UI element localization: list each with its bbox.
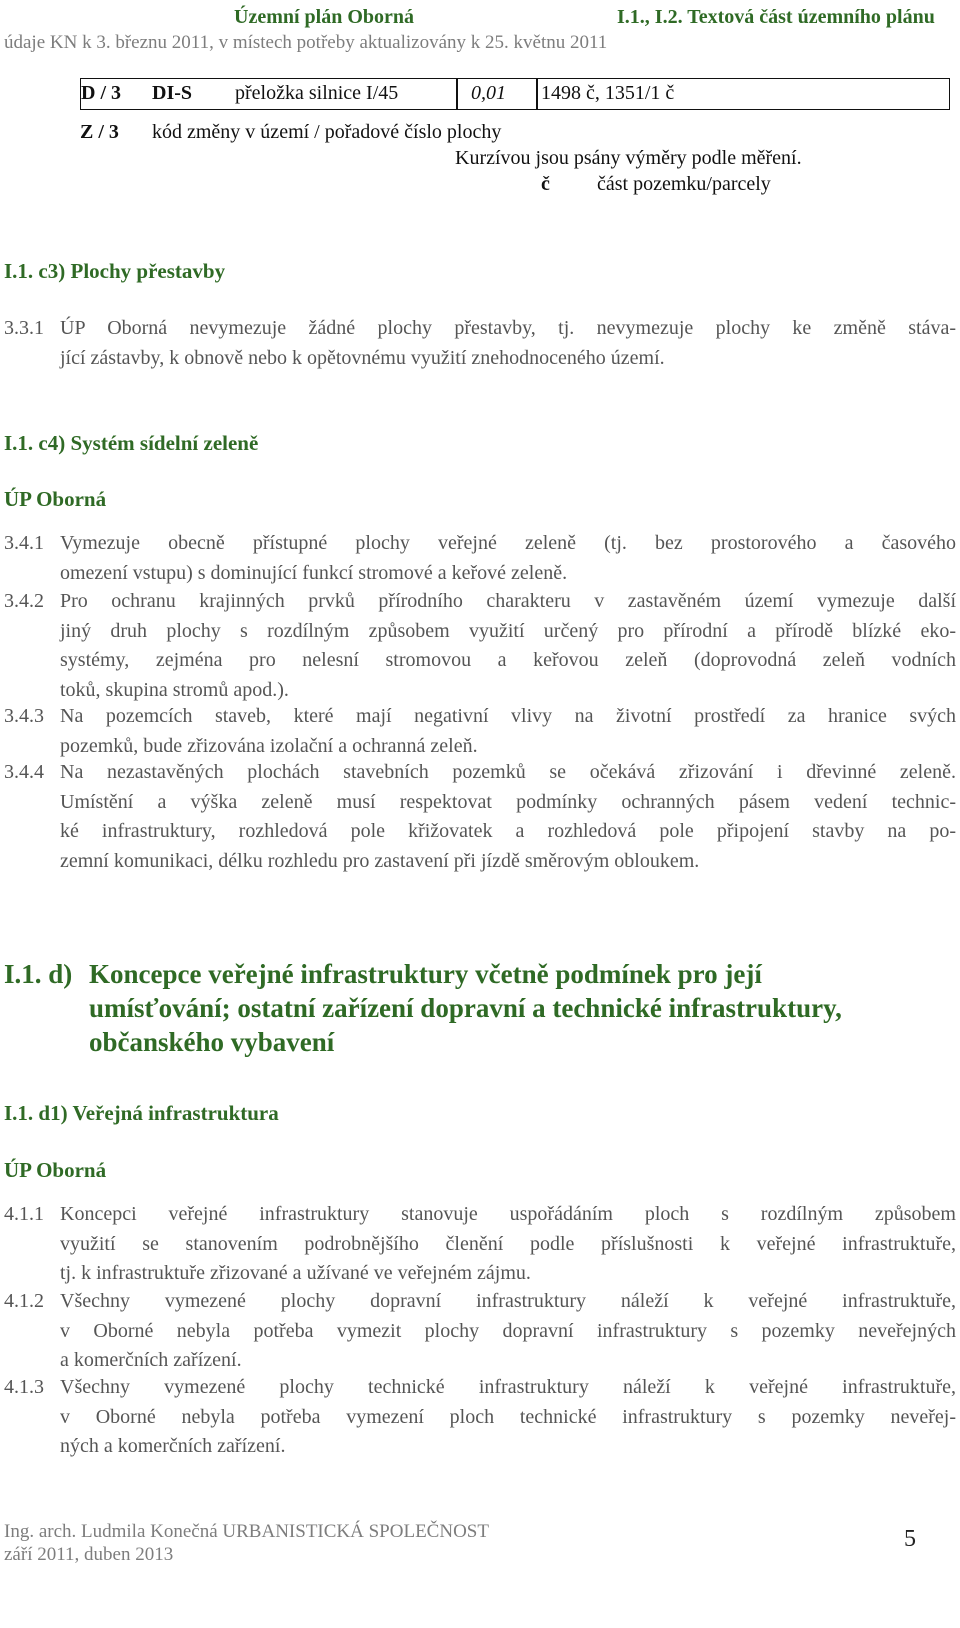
legend-col-area: 0,01: [471, 82, 506, 104]
plan-label: ÚP Oborná: [4, 487, 107, 511]
legend-c-symbol: č: [541, 173, 550, 195]
paragraph-3-4-3: [4, 702, 956, 762]
paragraph-4-1-1: [4, 1200, 956, 1290]
paragraph-line: jící zástavby, k obnově nebo k opětovnému využití znehodnoceného území.: [60, 346, 665, 369]
paragraph-number: 3.4.2: [4, 590, 44, 612]
paragraph-line: ÚP Oborná nevymezuje žádné plochy přestavby, tj. nevymezuje plochy ke změně stáva-: [60, 317, 956, 339]
document-section-code: I.1., I.2. Textová část územního plánu: [617, 6, 935, 28]
legend-code-label: Z / 3: [80, 121, 119, 143]
paragraph-line: pozemků, bude zřizována izolační a ochranná zeleň.: [60, 734, 478, 757]
section-heading-c3: I.1. c3) Plochy přestavby: [4, 259, 226, 283]
footer-dates: září 2011, duben 2013: [4, 1544, 174, 1565]
paragraph-line: využití se stanovením podrobnějšího členění podle příslušnosti k veřejné infrastruktuře,: [60, 1232, 956, 1255]
paragraph-number: 4.1.1: [4, 1203, 44, 1225]
paragraph-number: 3.4.4: [4, 761, 44, 783]
paragraph-line: omezení vstupu) s dominující funkcí stromové a keřové zeleně.: [60, 561, 568, 584]
legend-col-parcels: 1498 č, 1351/1 č: [541, 82, 675, 104]
paragraph-number: 3.4.1: [4, 532, 44, 554]
paragraph-4-1-2: [4, 1287, 956, 1377]
plan-label: ÚP Oborná: [4, 1158, 107, 1182]
paragraph-line: Pro ochranu krajinných prvků přírodního charakteru v zastavěném území vymezuje další: [60, 590, 956, 612]
paragraph-line: Na pozemcích staveb, které mají negativní vlivy na životní prostředí za hranice svých: [60, 705, 956, 727]
section-heading-c4: I.1. c4) Systém sídelní zeleně: [4, 431, 259, 455]
paragraph-line: Vymezuje obecně přístupné plochy veřejné zeleně (tj. bez prostorového a časového: [60, 532, 956, 554]
legend-divider: [536, 79, 538, 109]
paragraph-line: a komerčních zařízení.: [60, 1349, 242, 1371]
paragraph-line: zemní komunikaci, délku rozhledu pro zastavení při jízdě směrovým obloukem.: [60, 849, 700, 872]
section-heading-d-number: I.1. d): [4, 959, 73, 989]
legend-col-type: DI-S: [152, 82, 193, 104]
paragraph-line: Všechny vymezené plochy dopravní infrastruktury náleží k veřejné infrastruktuře,: [60, 1290, 956, 1312]
paragraph-number: 4.1.2: [4, 1290, 44, 1312]
legend-col-name: přeložka silnice I/45: [235, 82, 399, 104]
paragraph-number: 4.1.3: [4, 1376, 44, 1398]
legend-code-description: kód změny v území / pořadové číslo plochy: [152, 121, 502, 143]
legend-col-code: D / 3: [81, 82, 121, 104]
section-heading-d1: I.1. d1) Veřejná infrastruktura: [4, 1101, 279, 1125]
paragraph-line: toků, skupina stromů apod.).: [60, 678, 289, 701]
paragraph-line: Umístění a výška zeleně musí respektovat podmínky ochranných pásem vedení technic-: [60, 790, 956, 813]
paragraph-line: Na nezastavěných plochách stavebních pozemků se očekává zřizování i dřevinné zeleně.: [60, 761, 956, 783]
footer-author: Ing. arch. Ludmila Konečná URBANISTICKÁ SPOLEČNOST: [4, 1521, 489, 1542]
legend-italic-note: Kurzívou jsou psány výměry podle měření.: [455, 147, 802, 169]
paragraph-line: ké infrastruktury, rozhledová pole křižovatek a rozhledová pole připojení stavby na po-: [60, 820, 956, 842]
paragraph-line: Všechny vymezené plochy technické infrastruktury náleží k veřejné infrastruktuře,: [60, 1376, 956, 1398]
paragraph-line: v Oborné nebyla potřeba vymezení ploch technické infrastruktury s pozemky neveřej-: [60, 1405, 956, 1428]
paragraph-3-4-2: [4, 587, 956, 707]
document-title: Územní plán Oborná: [234, 6, 415, 28]
paragraph-3-4-4: [4, 758, 956, 878]
paragraph-4-1-3: [4, 1373, 956, 1463]
legend-example-row: [80, 78, 950, 110]
page-number: 5: [904, 1526, 916, 1552]
paragraph-line: systémy, zejména pro nelesní stromovou a keřovou zeleň (doprovodná zeleň vodních: [60, 649, 956, 671]
legend-c-description: část pozemku/parcely: [597, 173, 771, 195]
paragraph-3-3-1: [4, 314, 956, 374]
heading-line: Koncepce veřejné infrastruktury včetně podmínek pro její: [89, 959, 762, 989]
paragraph-number: 3.4.3: [4, 705, 44, 727]
legend-divider: [456, 79, 458, 109]
heading-line: umísťování; ostatní zařízení dopravní a technické infrastruktury,: [89, 993, 842, 1023]
paragraph-line: ných a komerčních zařízení.: [60, 1435, 286, 1457]
paragraph-line: Koncepci veřejné infrastruktury stanovuje uspořádáním ploch s rozdílným způsobem: [60, 1203, 956, 1225]
paragraph-line: tj. k infrastruktuře zřizované a užívané ve veřejném zájmu.: [60, 1262, 531, 1284]
section-heading-d: [89, 957, 842, 1059]
paragraph-3-4-1: [4, 529, 956, 589]
paragraph-line: v Oborné nebyla potřeba vymezit plochy dopravní infrastruktury s pozemky neveřejných: [60, 1319, 956, 1342]
heading-line: občanského vybavení: [89, 1027, 335, 1057]
paragraph-line: jiný druh plochy s rozdílným způsobem využití určený pro přírodní a přírodě blízké eko-: [60, 619, 956, 642]
paragraph-number: 3.3.1: [4, 317, 44, 339]
document-subtitle: údaje KN k 3. březnu 2011, v místech potřeby aktualizovány k 25. květnu 2011: [4, 32, 608, 53]
